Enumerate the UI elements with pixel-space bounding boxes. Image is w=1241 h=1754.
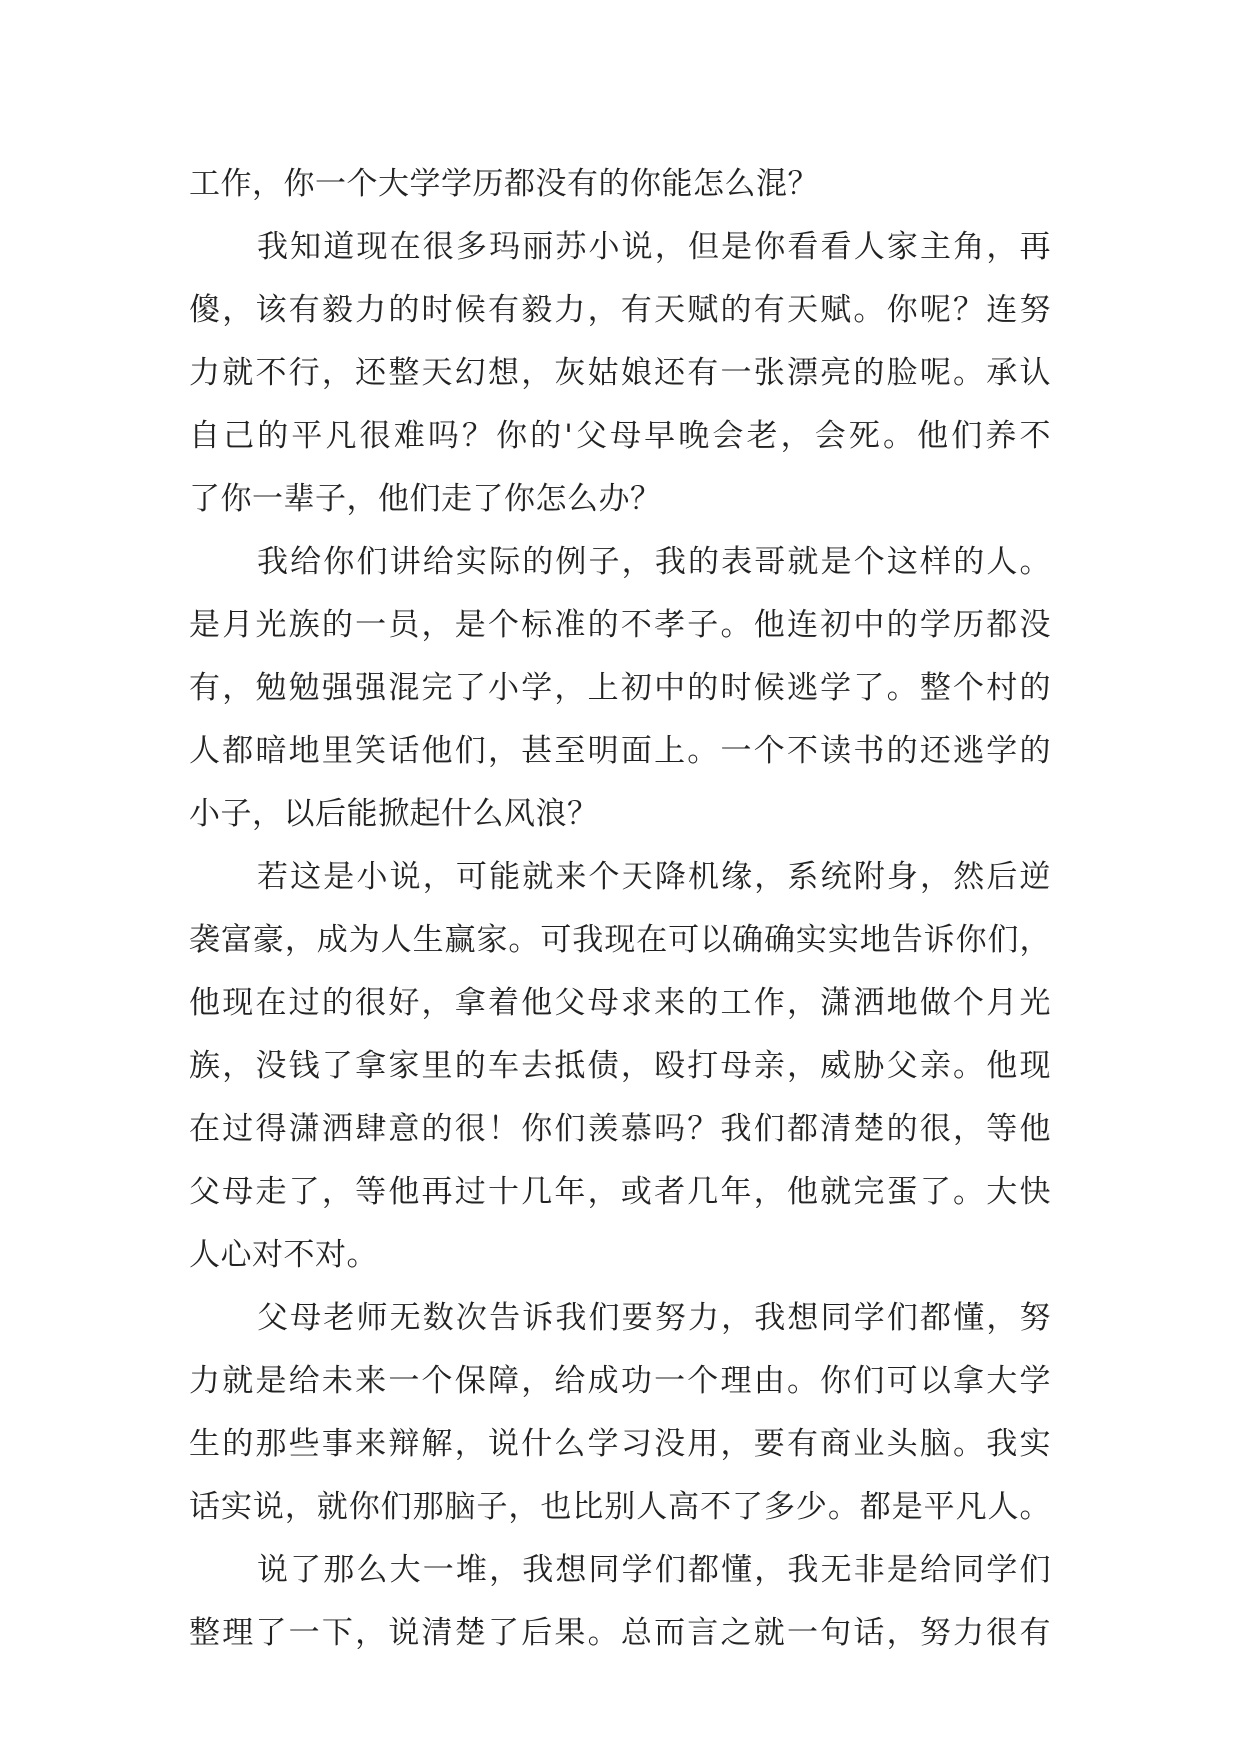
text-line: 父母老师无数次告诉我们要努力，我想同学们都懂，努 <box>257 1300 1051 1336</box>
text-line: 人都暗地里笑话他们，甚至明面上。一个不读书的还逃学的 <box>189 733 1051 769</box>
text-line: 傻，该有毅力的时候有毅力，有天赋的有天赋。你呢？连努 <box>189 292 1051 328</box>
text-line: 袭富豪，成为人生赢家。可我现在可以确确实实地告诉你们， <box>189 922 1051 958</box>
text-line: 在过得潇洒肆意的很！你们羡慕吗？我们都清楚的很，等他 <box>189 1111 1051 1147</box>
text-line: 小子，以后能掀起什么风浪？ <box>189 796 599 832</box>
body-text <box>189 153 1051 1665</box>
text-line: 生的那些事来辩解，说什么学习没用，要有商业头脑。我实 <box>189 1426 1051 1462</box>
text-line: 有，勉勉强强混完了小学，上初中的时候逃学了。整个村的 <box>189 670 1051 706</box>
text-line: 力就不行，还整天幻想，灰姑娘还有一张漂亮的脸呢。承认 <box>189 355 1051 391</box>
text-line: 话实说，就你们那脑子，也比别人高不了多少。都是平凡人。 <box>189 1489 1051 1525</box>
text-line: 整理了一下，说清楚了后果。总而言之就一句话，努力很有 <box>189 1615 1051 1651</box>
text-line: 说了那么大一堆，我想同学们都懂，我无非是给同学们 <box>257 1552 1051 1588</box>
text-line: 族，没钱了拿家里的车去抵债，殴打母亲，威胁父亲。他现 <box>189 1048 1051 1084</box>
text-line: 我知道现在很多玛丽苏小说，但是你看看人家主角，再 <box>257 229 1051 265</box>
text-line: 父母走了，等他再过十几年，或者几年，他就完蛋了。大快 <box>189 1174 1051 1210</box>
text-line: 我给你们讲给实际的例子，我的表哥就是个这样的人。 <box>257 544 1051 580</box>
text-line: 若这是小说，可能就来个天降机缘，系统附身，然后逆 <box>257 859 1051 895</box>
text-line: 力就是给未来一个保障，给成功一个理由。你们可以拿大学 <box>189 1363 1051 1399</box>
text-line: 他现在过的很好，拿着他父母求来的工作，潇洒地做个月光 <box>189 985 1051 1021</box>
text-line: 了你一辈子，他们走了你怎么办？ <box>189 481 662 517</box>
text-line: 自己的平凡很难吗？你的'父母早晚会老，会死。他们养不 <box>189 418 1051 454</box>
text-line: 人心对不对。 <box>189 1237 378 1273</box>
text-line: 工作，你一个大学学历都没有的你能怎么混？ <box>189 166 819 202</box>
text-line: 是月光族的一员，是个标准的不孝子。他连初中的学历都没 <box>189 607 1051 643</box>
